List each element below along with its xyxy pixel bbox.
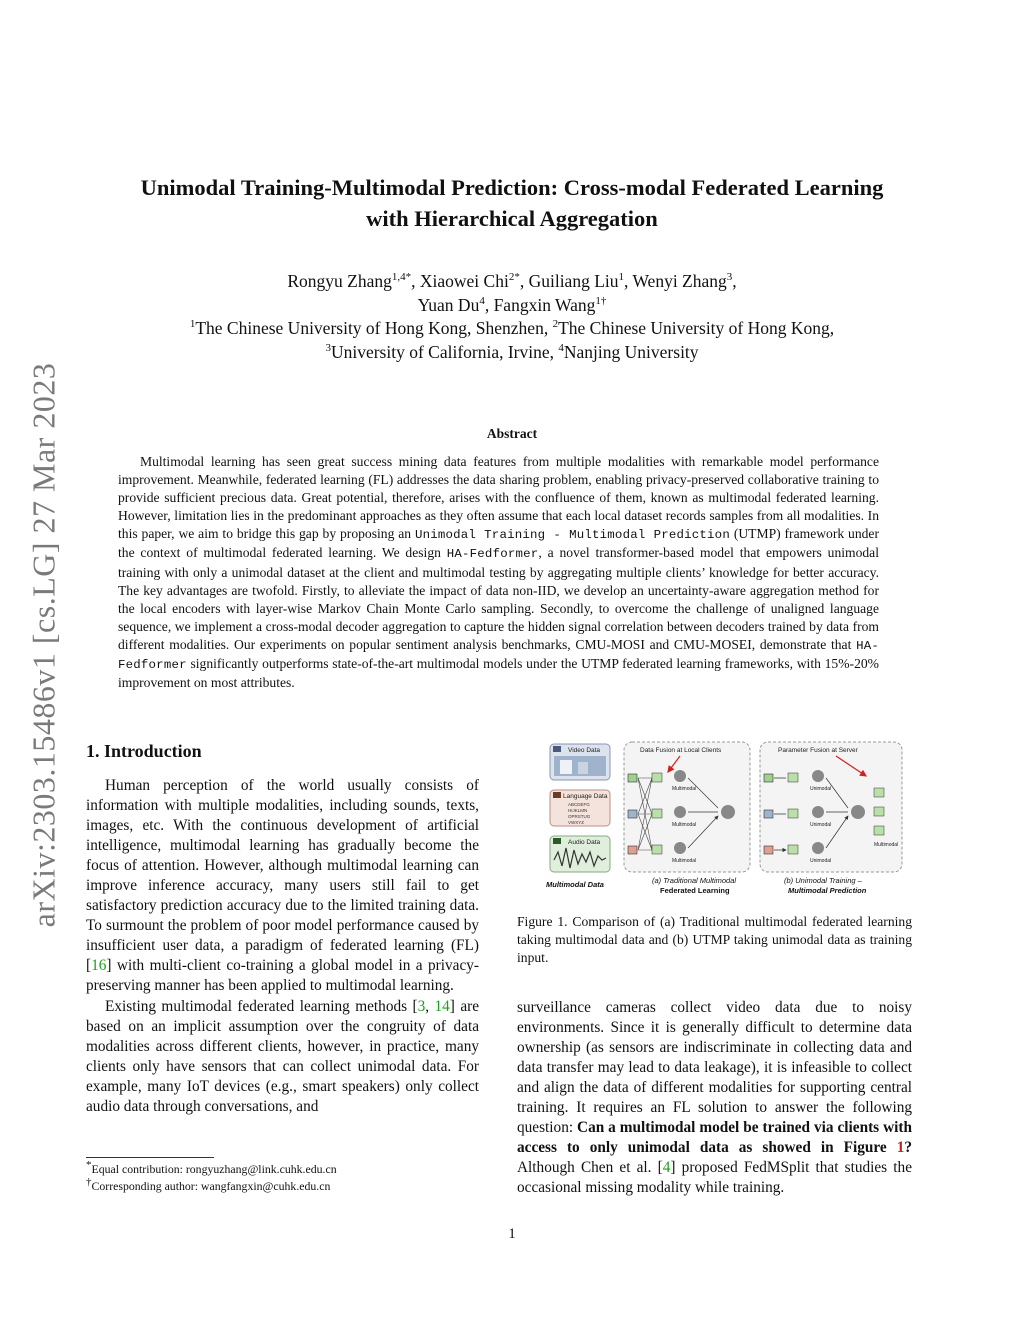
panel-a-label-line-2: Federated Learning (660, 886, 730, 895)
parameter-fusion-label: Parameter Fusion at Server (778, 747, 858, 754)
footnote-1: *Equal contribution: rongyuzhang@link.cuhk.edu.cn (86, 1159, 337, 1176)
affiliation-line-2: $^3$University of California, Irvine, $^4$Nanjing University (325, 341, 699, 362)
unimodal-label: Unimodal (810, 822, 832, 828)
section-heading: 1. Introduction (86, 741, 202, 761)
unimodal-label: Unimodal (810, 786, 832, 792)
panel-a-label: (a) Traditional Multimodal (652, 876, 737, 885)
intro-paragraph-2: Existing multimodal federated learning methods [3, 14] are based on an implicit assumption over the congruity of data modalities across different clients, however, in practice, many clients only have sensors that can collect unimodal data. For example, many IoT devices (e.g., smart speakers) only collect audio data through conversations, and (86, 998, 479, 1116)
data-fusion-label: Data Fusion at Local Clients (640, 747, 722, 754)
traditional-fl-diagram (624, 742, 750, 872)
audio-data-panel (550, 836, 610, 872)
affiliation-line-1: $^1$The Chinese University of Hong Kong, Shenzhen, $^2$The Chinese University of Hong Kong, (189, 318, 835, 338)
multimodal-label: Multimodal (874, 842, 899, 848)
unimodal-label: Unimodal (810, 858, 832, 864)
citation-link[interactable]: 3 (417, 998, 426, 1016)
citation-link[interactable]: 14 (434, 998, 450, 1016)
panel-b-label: (b) Unimodal Training – (784, 876, 862, 885)
arxiv-sidebar (14, 350, 74, 940)
framework-name: Unimodal Training - Multimodal Prediction (414, 528, 730, 543)
title-line-2: with Hierarchical Aggregation (366, 206, 658, 231)
language-data-panel (550, 790, 610, 826)
figure-link[interactable]: 1 (896, 1138, 905, 1156)
video-data-panel (550, 744, 610, 780)
multimodal-label: Multimodal (672, 858, 697, 864)
model-name: HA-Fedformer (446, 547, 539, 562)
paper-title (100, 172, 924, 234)
model-name: HA-Fedformer (118, 638, 879, 673)
citation-link[interactable]: 4 (662, 1158, 671, 1176)
language-data-label: Language Data (563, 793, 608, 800)
abstract-paragraph: Multimodal learning has seen great success mining data features from multiple modalities with remarkable model performance improvement. Meanwhile, federated learning (FL) addresses the data sharing problem, enabling privacy-preserved collaborative training to provide sufficient precious data. Great potential, therefore, arises with the confluence of them, known as multimodal federated learning. However, limitation lies in the predominant approaches as they often assume that each local dataset records samples from all modalities. In this paper, we aim to bridge this gap by proposing an Unimodal Training - Multimodal Prediction (UTMP) framework under the context of multimodal federated learning. We design HA-Fedformer, a novel transformer-based model that empowers unimodal training with only a unimodal dataset at the client and multimodal testing by aggregating multiple clients’ knowledge for better accuracy. The key advantages are twofold. Firstly, to alleviate the impact of data non-IID, we develop an uncertainty-aware aggregation method for the local encoders with layer-wise Markov Chain Monte Carlo sampling. Secondly, to overcome the challenge of unaligned language sequence, we implement a cross-modal decoder aggregation to capture the hidden signal correlation between decoders trained by data from different modalities. Our experiments on popular sentiment analysis benchmarks, CMU-MOSI and CMU-MOSEI, demonstrate that HA-Fedformer significantly outperforms state-of-the-art multimodal models under the UTMP federated learning frameworks, with 15%-20% improvement on most attributes. (118, 454, 879, 691)
left-column (86, 776, 479, 1117)
arxiv-identifier: arXiv:2303.15486v1 [cs.LG] 27 Mar 2023 (25, 362, 62, 928)
author-name: Rongyu Zhang (287, 271, 392, 291)
video-data-label: Video Data (568, 747, 601, 754)
intro-paragraph-1: Human perception of the world usually consists of information with multiple modalities, including sounds, texts, images, etc. With the continuous development of artificial intelligence, multimodal learning has gradually become the focus of attention. However, although multimodal learning can improve inference accuracy, many users still fail to get satisfactory prediction accuracy due to the limited training data. To surmount the problem of poor model performance caused by insufficient user data, a paradigm of federated learning (FL) [16] with multi-client co-training a global model in a privacy-preserving manner has been applied to multimodal learning. (86, 777, 479, 994)
language-sample-row: HIJKLMN (568, 808, 588, 813)
intro-paragraph-3: surveillance cameras collect video data due to noisy environments. Since it is generally difficult to determine data ownership (as sensors are indiscriminate in collecting data and data transfer may lead to data leakage), it is infeasible to collect and align the data of different modalities for supporting central training. It requires an FL solution to answer the following question: Can a multimodal model be trained via clients with access to only unimodal data as showed in Figure 1? Although Chen et al. [4] proposed FedMSplit that studies the occasional missing modality while training. (517, 999, 912, 1196)
author-name: Guiliang Liu (528, 271, 619, 291)
figure-diagram (540, 740, 912, 900)
language-sample-row: ABCDEFG (568, 802, 590, 807)
citation-link[interactable]: 16 (91, 956, 107, 974)
footnote-rule (86, 1157, 214, 1158)
author-name: Fangxin Wang (493, 294, 596, 315)
abstract-body (118, 453, 879, 692)
multimodal-data-caption: Multimodal Data (546, 880, 604, 889)
language-sample-row: OPRSTUG (568, 814, 591, 819)
author-block (100, 270, 924, 364)
multimodal-label: Multimodal (672, 822, 697, 828)
abstract-heading: Abstract (486, 426, 538, 441)
research-question: Can a multimodal model be trained via clients with access to only unimodal data as showed in Figure 1? (517, 1118, 912, 1156)
utmp-diagram (760, 742, 902, 872)
figure-1 (540, 740, 912, 900)
footnote-2: †Corresponding author: wangfangxin@cuhk.edu.cn (86, 1176, 331, 1193)
title-line-1: Unimodal Training-Multimodal Prediction: Cross-modal Federated Learning (140, 175, 884, 200)
author-name: Xiaowei Chi (419, 271, 509, 291)
panel-b-label-line-2: Multimodal Prediction (788, 886, 867, 895)
page-number: 1 (508, 1226, 516, 1242)
author-name: Wenyi Zhang (632, 271, 727, 291)
author-line-1: Rongyu Zhang$^{1,4*}$, Xiaowei Chi$^{2*}$, Guiliang Liu$^1$, Wenyi Zhang$^3$, (287, 271, 737, 291)
right-column (517, 998, 912, 1198)
audio-data-label: Audio Data (568, 839, 601, 846)
multimodal-label: Multimodal (672, 786, 697, 792)
author-line-2: Yuan Du$^4$, Fangxin Wang$^{1\dagger}$ (417, 294, 607, 315)
language-sample-row: VWXYZ (568, 820, 585, 825)
author-name: Yuan Du (417, 294, 480, 315)
figure-caption: Figure 1. Comparison of (a) Traditional multimodal federated learning taking multimodal data and (b) UTMP taking unimodal data as training input. (517, 914, 912, 966)
